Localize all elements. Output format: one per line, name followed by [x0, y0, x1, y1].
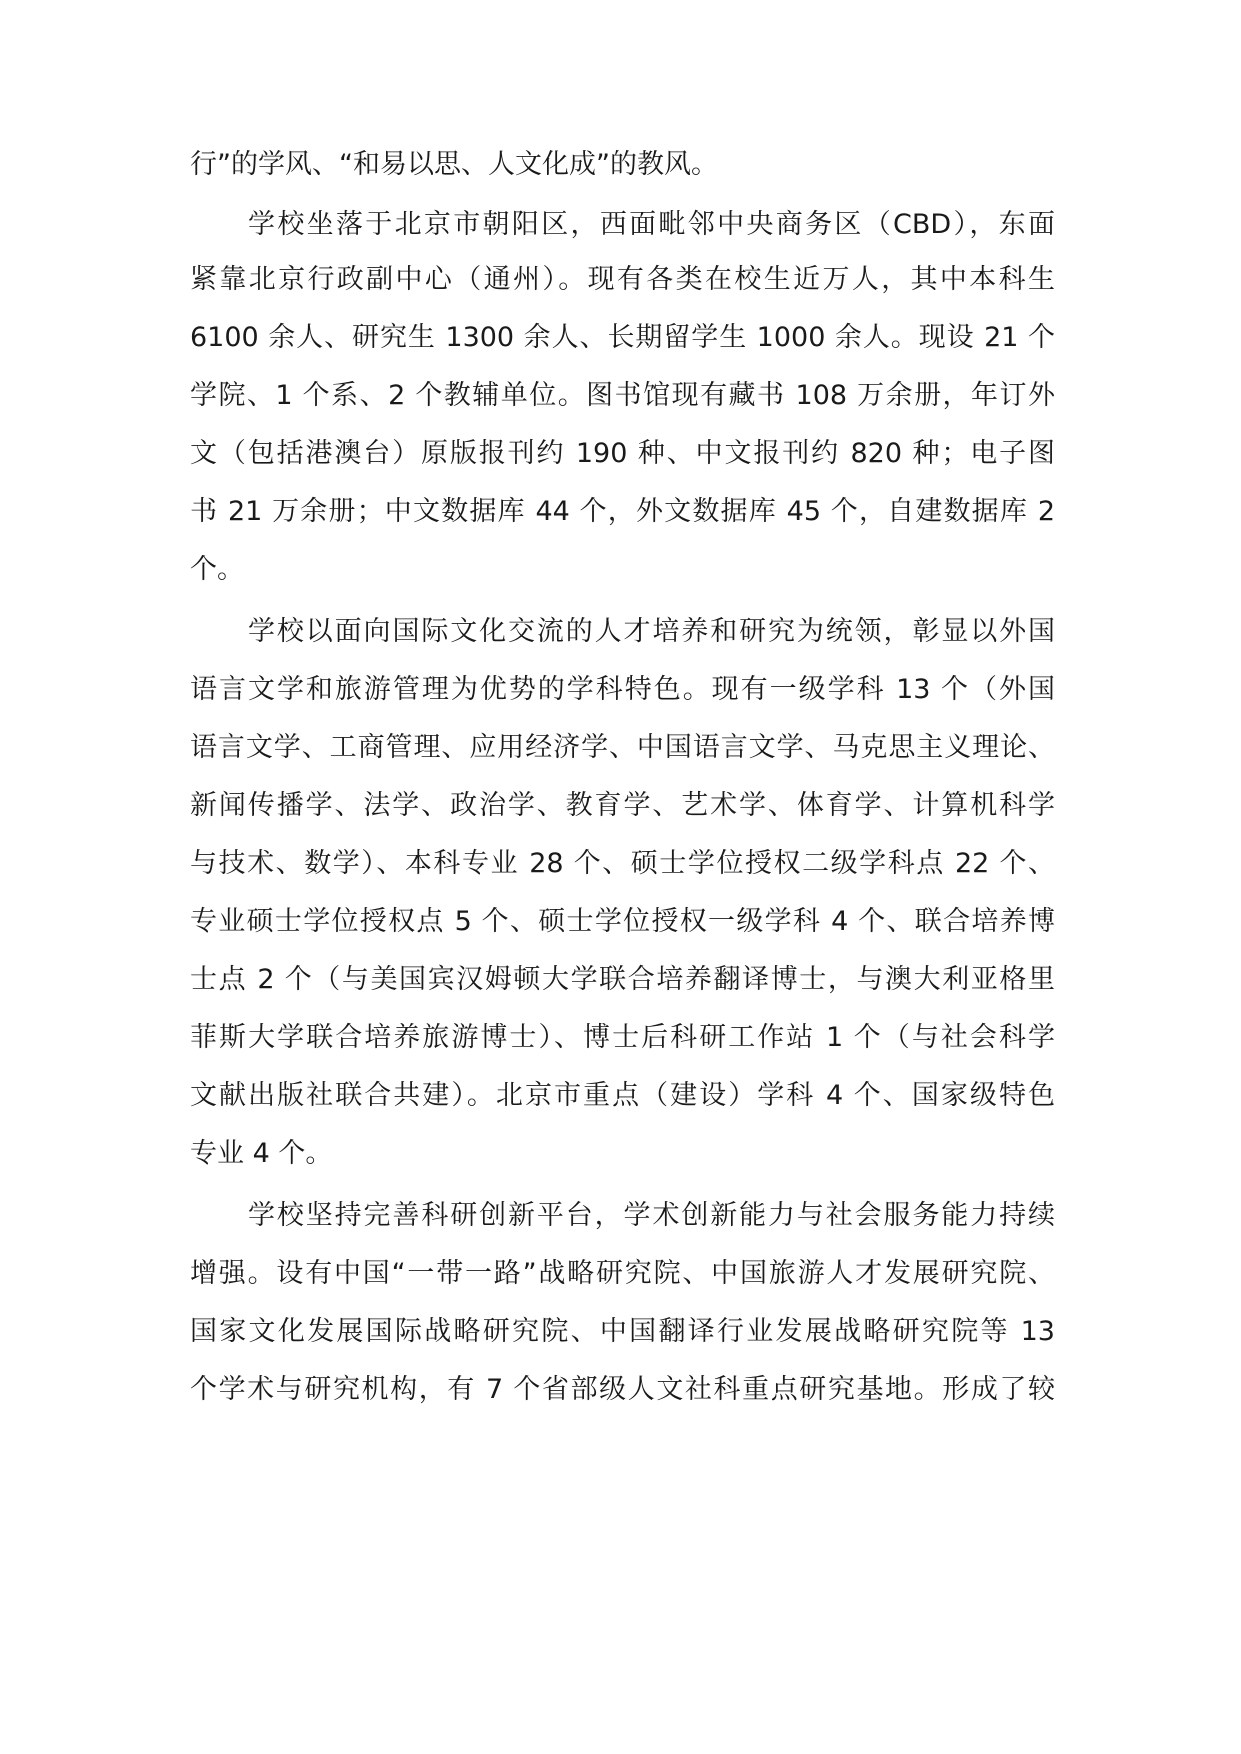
text-line: 6100 余人、研究生 1300 余人、长期留学生 1000 余人。现设 21 个 [190, 322, 1055, 353]
text-line: 文献出版社联合共建）。北京市重点（建设）学科 4 个、国家级特色 [190, 1080, 1055, 1111]
text-line: 菲斯大学联合培养旅游博士）、博士后科研工作站 1 个（与社会科学 [190, 1022, 1055, 1053]
text-line: 行”的学风、“和易以思、人文化成”的教风。 [190, 149, 718, 180]
text-line: 个学术与研究机构，有 7 个省部级人文社科重点研究基地。形成了较 [190, 1374, 1055, 1405]
text-line: 学校坚持完善科研创新平台，学术创新能力与社会服务能力持续 [248, 1200, 1055, 1231]
text-line: 士点 2 个（与美国宾汉姆顿大学联合培养翻译博士，与澳大利亚格里 [190, 964, 1055, 995]
text-line: 学校以面向国际文化交流的人才培养和研究为统领，彰显以外国 [248, 616, 1055, 647]
text-line: 文（包括港澳台）原版报刊约 190 种、中文报刊约 820 种；电子图 [190, 438, 1055, 469]
text-line: 新闻传播学、法学、政治学、教育学、艺术学、体育学、计算机科学 [190, 790, 1055, 821]
text-line: 增强。设有中国“一带一路”战略研究院、中国旅游人才发展研究院、 [190, 1258, 1055, 1289]
text-line: 学院、1 个系、2 个教辅单位。图书馆现有藏书 108 万余册，年订外 [190, 380, 1055, 411]
text-line: 语言文学和旅游管理为优势的学科特色。现有一级学科 13 个（外国 [190, 674, 1055, 705]
text-line: 个。 [190, 554, 244, 585]
text-line: 专业 4 个。 [190, 1138, 333, 1169]
text-line: 紧靠北京行政副中心（通州）。现有各类在校生近万人，其中本科生 [190, 264, 1055, 295]
text-line: 专业硕士学位授权点 5 个、硕士学位授权一级学科 4 个、联合培养博 [190, 906, 1055, 937]
text-line: 学校坐落于北京市朝阳区，西面毗邻中央商务区（CBD），东面 [248, 209, 1055, 240]
text-line: 书 21 万余册；中文数据库 44 个，外文数据库 45 个，自建数据库 2 [190, 496, 1055, 527]
text-line: 语言文学、工商管理、应用经济学、中国语言文学、马克思主义理论、 [190, 732, 1055, 763]
text-line: 与技术、数学）、本科专业 28 个、硕士学位授权二级学科点 22 个、 [190, 848, 1055, 879]
text-line: 国家文化发展国际战略研究院、中国翻译行业发展战略研究院等 13 [190, 1316, 1055, 1347]
